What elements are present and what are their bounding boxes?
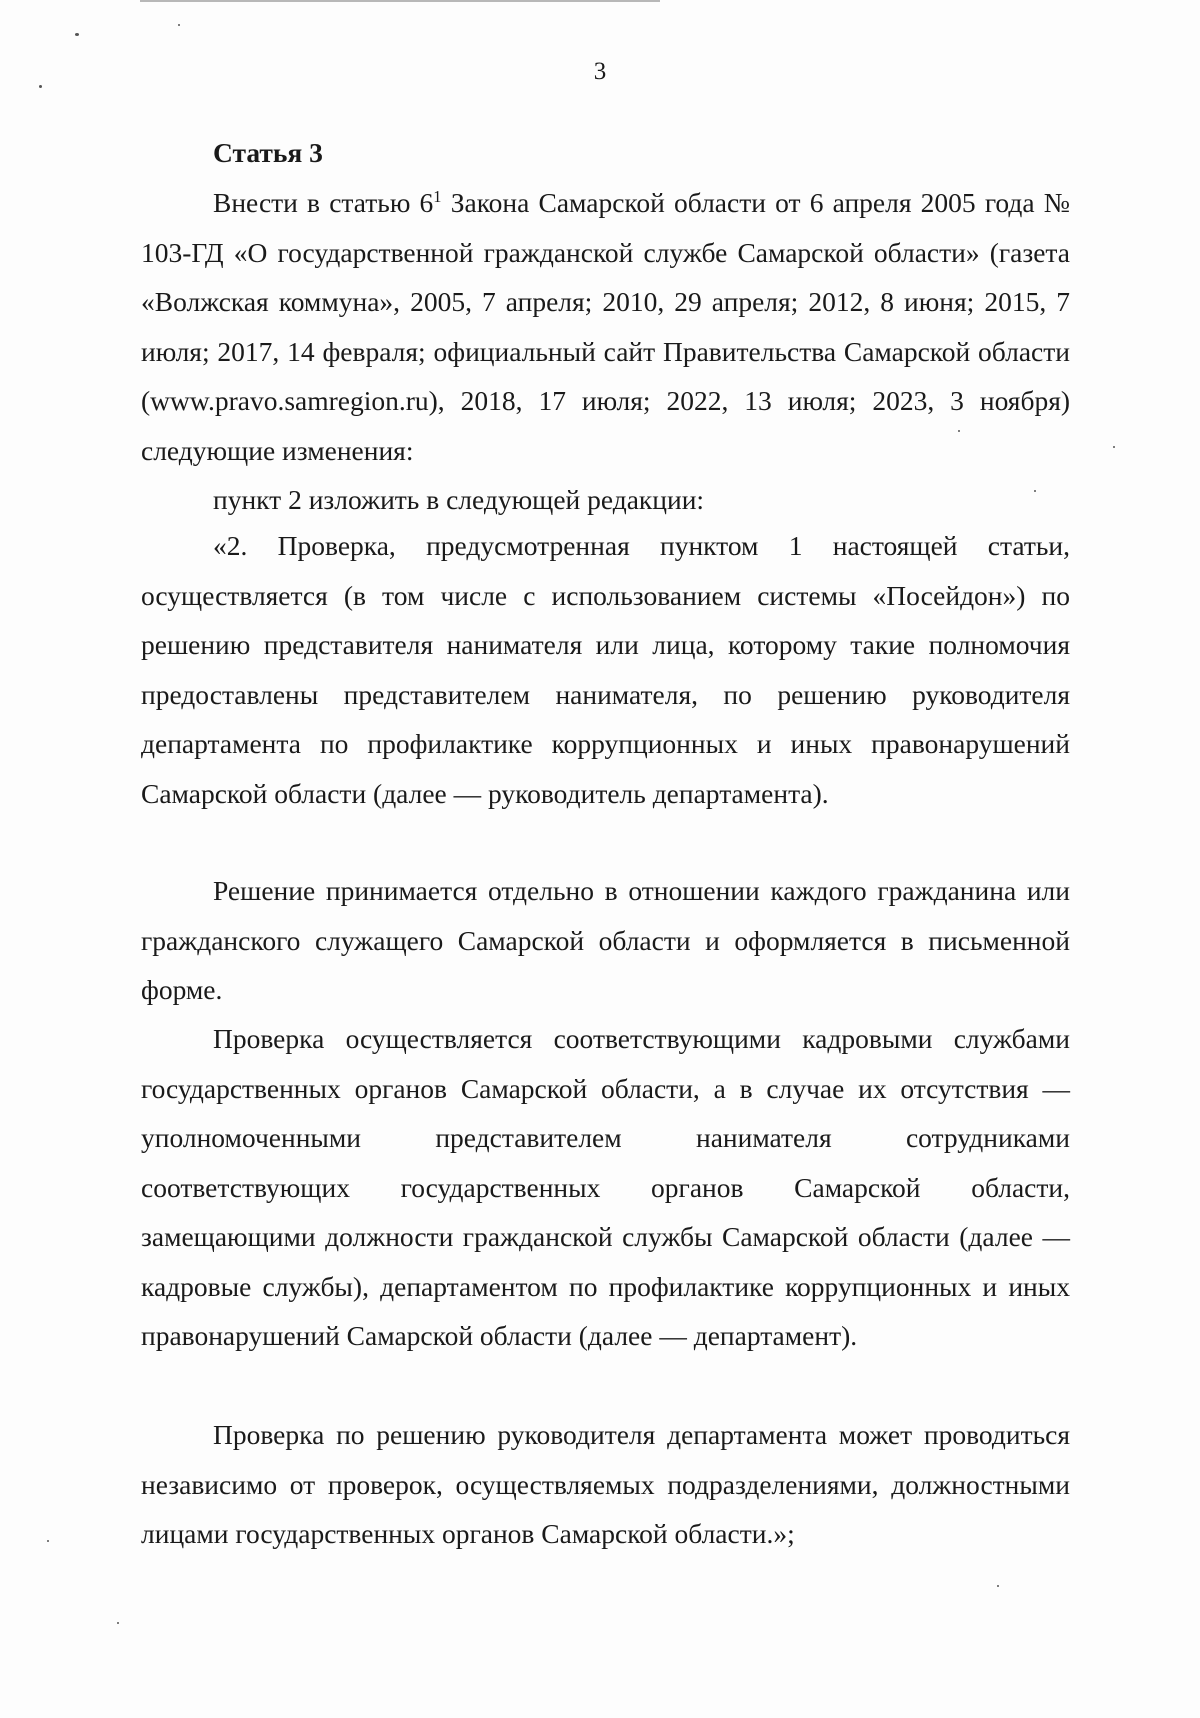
article-intro-paragraph	[141, 178, 1070, 475]
scan-edge-line	[140, 0, 660, 2]
amended-item-text-4	[141, 1410, 1070, 1559]
intro-superscript: 1	[433, 186, 442, 206]
intro-text-end: Закона Самарской области от 6 апреля 2005 года № 103-ГД «О государственной гражданской службе Самарской области» (газета «Волжская коммуна», 2005, 7 апреля; 2010, 29 апреля; 2012, 8 июня; 2015, 7 июля; 2017, 14 февраля; официальный сайт Правительства Самарской области (www.pravo.samregion.ru), 2018, 17 июля; 2022, 13 июля; 2023, 3 ноября) следующие изменения:	[141, 187, 1070, 466]
scan-speck	[117, 1622, 119, 1624]
amended-item-text-3	[141, 1014, 1070, 1361]
scan-speck	[997, 1585, 999, 1587]
amended-item-text-2	[141, 866, 1070, 1015]
scan-speck	[47, 1540, 49, 1542]
item-instruction-paragraph: пункт 2 изложить в следующей редакции:	[213, 484, 705, 515]
article-body	[141, 178, 1070, 525]
amended-item-text	[141, 521, 1070, 818]
scan-speck	[1113, 446, 1115, 448]
amended-paragraph-2: Решение принимается отдельно в отношении каждого гражданина или гражданского служащего Самарской области и оформляется в письменной форме.	[141, 875, 1070, 1005]
amended-paragraph-3: Проверка осуществляется соответствующими кадровыми службами государственных органов Самарской области, а в случае их отсутствия — уполномоченными представителем нанимателя сотрудниками соответствующих государственных органов Самарской области, замещающими должности гражданской службы Самарской области (далее — кадровые службы), департаментом по профилактике коррупционных и иных правонарушений Самарской области (далее — департамент).	[141, 1023, 1070, 1351]
amended-paragraph-4: Проверка по решению руководителя департамента может проводиться независимо от проверок, осуществляемых подразделениями, должностными лицами государственных органов Самарской области.»;	[141, 1419, 1070, 1549]
scan-speck	[178, 24, 180, 26]
scan-speck	[75, 33, 79, 36]
amended-paragraph-1: «2. Проверка, предусмотренная пунктом 1 настоящей статьи, осуществляется (в том числе с использованием системы «Посейдон») по решению представителя нанимателя или лица, которому такие полномочия предоставлены представителем нанимателя, по решению руководителя департамента по профилактике коррупционных и иных правонарушений Самарской области (далее — руководитель департамента).	[141, 530, 1070, 809]
page-number: 3	[593, 58, 607, 85]
intro-text-start: Внести в статью 6	[213, 187, 434, 218]
article-heading: Статья 3	[213, 137, 323, 168]
